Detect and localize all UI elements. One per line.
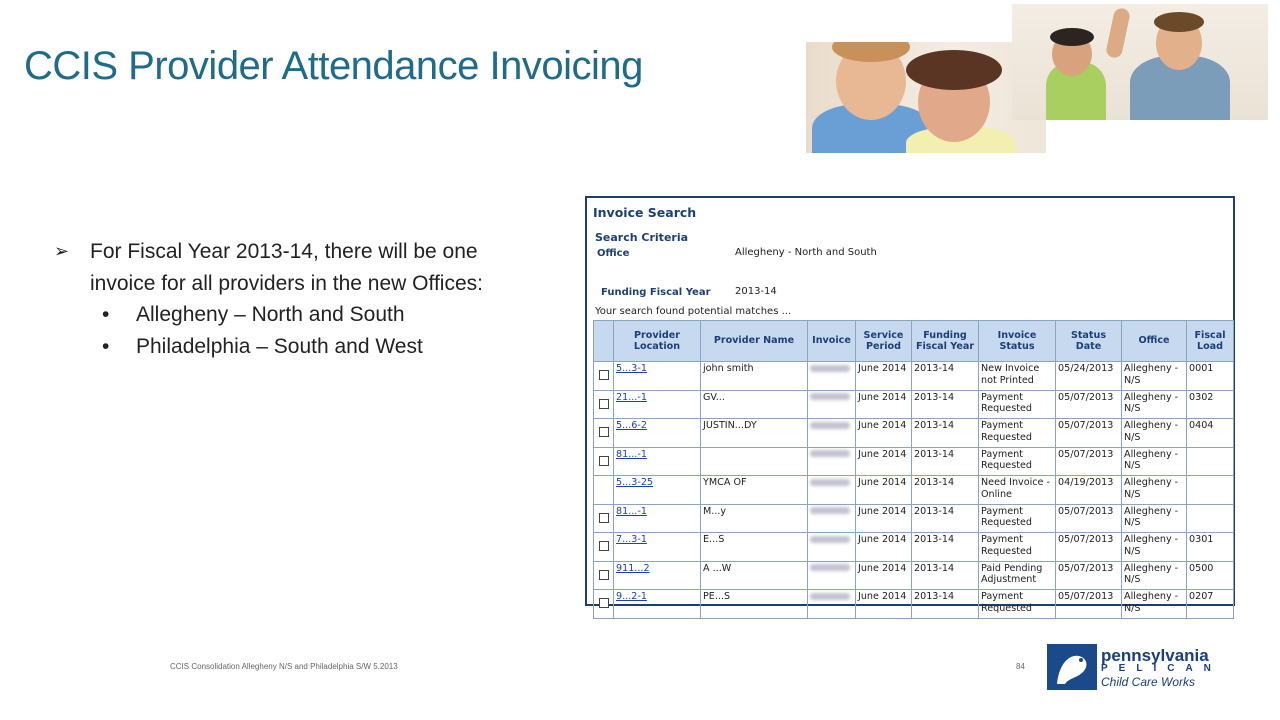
provider-location-link[interactable]: 21...-1 <box>616 391 647 403</box>
service-period-cell: June 2014 <box>856 447 912 476</box>
invoice-search-title: Invoice Search <box>593 205 697 220</box>
invoice-status-cell: Paid Pending Adjustment <box>979 561 1056 590</box>
row-checkbox-cell[interactable] <box>594 533 614 562</box>
fiscal-load-cell: 0207 <box>1187 590 1234 619</box>
office-cell: Allegheny - N/S <box>1122 419 1187 448</box>
table-row <box>594 447 1234 476</box>
column-header[interactable]: Provider Location <box>614 321 701 362</box>
service-period-cell: June 2014 <box>856 476 912 505</box>
invoice-table-body <box>594 362 1234 619</box>
provider-location-link[interactable]: 81...-1 <box>616 448 647 460</box>
fiscal-year-label: Funding Fiscal Year <box>601 287 711 298</box>
provider-name-cell: YMCA OF <box>701 476 808 505</box>
invoice-status-cell: Payment Requested <box>979 533 1056 562</box>
row-checkbox-cell[interactable] <box>594 561 614 590</box>
office-cell: Allegheny - N/S <box>1122 561 1187 590</box>
table-row <box>594 390 1234 419</box>
table-row <box>594 561 1234 590</box>
funding-fiscal-year-cell: 2013-14 <box>912 561 979 590</box>
provider-name-cell <box>701 447 808 476</box>
funding-fiscal-year-cell: 2013-14 <box>912 419 979 448</box>
provider-location-cell <box>614 561 701 590</box>
slide-title: CCIS Provider Attendance Invoicing <box>24 44 643 88</box>
service-period-cell: June 2014 <box>856 362 912 391</box>
invoice-status-cell: New Invoice not Printed <box>979 362 1056 391</box>
column-header[interactable]: Invoice <box>808 321 856 362</box>
logo-line3: Child Care Works <box>1101 675 1196 689</box>
invoice-status-cell: Payment Requested <box>979 504 1056 533</box>
office-label: Office <box>597 248 630 259</box>
invoice-status-cell: Need Invoice - Online <box>979 476 1056 505</box>
row-checkbox[interactable] <box>599 370 609 380</box>
invoice-cell <box>808 390 856 419</box>
row-checkbox-cell[interactable] <box>594 390 614 419</box>
redacted-invoice <box>810 422 850 429</box>
provider-location-link[interactable]: 911...2 <box>616 562 650 574</box>
funding-fiscal-year-cell: 2013-14 <box>912 476 979 505</box>
status-date-cell: 05/07/2013 <box>1056 419 1122 448</box>
row-checkbox[interactable] <box>599 456 609 466</box>
redacted-invoice <box>810 536 850 543</box>
sub-bullet: • Allegheny – North and South <box>102 303 405 326</box>
row-checkbox-cell[interactable] <box>594 504 614 533</box>
fiscal-load-cell <box>1187 476 1234 505</box>
status-date-cell: 05/07/2013 <box>1056 447 1122 476</box>
office-cell: Allegheny - N/S <box>1122 390 1187 419</box>
table-row <box>594 590 1234 619</box>
invoice-cell <box>808 504 856 533</box>
invoice-status-cell: Payment Requested <box>979 447 1056 476</box>
provider-location-cell <box>614 590 701 619</box>
children-photo-left <box>806 42 1046 153</box>
provider-name-cell: JUSTIN...DY <box>701 419 808 448</box>
service-period-cell: June 2014 <box>856 419 912 448</box>
table-row <box>594 504 1234 533</box>
provider-location-cell <box>614 533 701 562</box>
provider-name-cell: A ...W <box>701 561 808 590</box>
children-photo-right <box>1012 4 1268 120</box>
office-cell: Allegheny - N/S <box>1122 362 1187 391</box>
redacted-invoice <box>810 393 850 400</box>
table-row <box>594 533 1234 562</box>
status-date-cell: 05/07/2013 <box>1056 504 1122 533</box>
status-date-cell: 04/19/2013 <box>1056 476 1122 505</box>
table-row <box>594 419 1234 448</box>
funding-fiscal-year-cell: 2013-14 <box>912 390 979 419</box>
row-checkbox[interactable] <box>599 399 609 409</box>
logo-line2: PELICAN <box>1101 663 1222 674</box>
fiscal-load-cell: 0302 <box>1187 390 1234 419</box>
funding-fiscal-year-cell: 2013-14 <box>912 590 979 619</box>
column-header[interactable]: Office <box>1122 321 1187 362</box>
provider-name-cell: PE...S <box>701 590 808 619</box>
provider-location-link[interactable]: 5...3-25 <box>616 477 654 488</box>
invoice-status-cell: Payment Requested <box>979 419 1056 448</box>
row-checkbox-cell[interactable] <box>594 447 614 476</box>
office-cell: Allegheny - N/S <box>1122 590 1187 619</box>
row-checkbox-cell[interactable] <box>594 590 614 619</box>
provider-name-cell: M...y <box>701 504 808 533</box>
invoice-cell <box>808 362 856 391</box>
column-header[interactable]: Fiscal Load <box>1187 321 1234 362</box>
office-cell: Allegheny - N/S <box>1122 476 1187 505</box>
service-period-cell: June 2014 <box>856 561 912 590</box>
invoice-cell <box>808 419 856 448</box>
logo-line1: pennsylvania <box>1101 646 1209 665</box>
pa-pelican-logo <box>1047 644 1227 694</box>
status-date-cell: 05/07/2013 <box>1056 590 1122 619</box>
service-period-cell: June 2014 <box>856 533 912 562</box>
table-row <box>594 362 1234 391</box>
invoice-search-screenshot <box>585 196 1235 614</box>
office-cell: Allegheny - N/S <box>1122 533 1187 562</box>
funding-fiscal-year-cell: 2013-14 <box>912 504 979 533</box>
row-checkbox[interactable] <box>599 598 609 608</box>
invoice-status-cell: Payment Requested <box>979 590 1056 619</box>
provider-location-link[interactable]: 5...6-2 <box>616 420 647 431</box>
row-checkbox-cell[interactable] <box>594 476 614 505</box>
matches-text: Your search found potential matches ... <box>595 306 792 317</box>
arrow-bullet-icon: ➢ <box>54 241 70 261</box>
provider-name-cell: E...S <box>701 533 808 562</box>
provider-location-cell <box>614 504 701 533</box>
invoice-status-cell: Payment Requested <box>979 390 1056 419</box>
column-header[interactable]: Provider Name <box>701 321 808 362</box>
provider-location-cell <box>614 476 701 505</box>
page-number: 84 <box>1016 662 1025 671</box>
provider-location-link[interactable]: 81...-1 <box>616 505 647 517</box>
column-header[interactable]: Invoice Status <box>979 321 1056 362</box>
provider-location-link[interactable]: 9...2-1 <box>616 591 647 602</box>
status-date-cell: 05/07/2013 <box>1056 533 1122 562</box>
provider-location-cell <box>614 419 701 448</box>
office-cell: Allegheny - N/S <box>1122 504 1187 533</box>
provider-location-cell <box>614 447 701 476</box>
provider-name-cell: john smith <box>701 362 808 391</box>
invoice-cell <box>808 590 856 619</box>
provider-location-cell <box>614 362 701 391</box>
provider-location-link[interactable]: 5...3-1 <box>616 363 647 374</box>
invoice-cell <box>808 476 856 505</box>
column-header[interactable]: Service Period <box>856 321 912 362</box>
status-date-cell: 05/24/2013 <box>1056 362 1122 391</box>
status-date-cell: 05/07/2013 <box>1056 390 1122 419</box>
fiscal-load-cell: 0001 <box>1187 362 1234 391</box>
redacted-invoice <box>810 507 850 514</box>
sub-bullet: • Philadelphia – South and West <box>102 334 423 358</box>
table-row <box>594 476 1234 505</box>
search-criteria-heading: Search Criteria <box>595 231 689 244</box>
column-header[interactable]: Status Date <box>1056 321 1122 362</box>
pelican-icon <box>1047 644 1097 690</box>
service-period-cell: June 2014 <box>856 504 912 533</box>
row-checkbox-cell[interactable] <box>594 419 614 448</box>
funding-fiscal-year-cell: 2013-14 <box>912 362 979 391</box>
table-header-row <box>594 321 1234 362</box>
invoice-cell <box>808 533 856 562</box>
row-checkbox-cell[interactable] <box>594 362 614 391</box>
fiscal-load-cell: 0500 <box>1187 561 1234 590</box>
redacted-invoice <box>810 564 850 571</box>
office-value: Allegheny - North and South <box>735 247 877 258</box>
invoice-cell <box>808 561 856 590</box>
slide-footer: CCIS Consolidation Allegheny N/S and Philadelphia S/W 5.2013 <box>170 662 398 671</box>
service-period-cell: June 2014 <box>856 390 912 419</box>
main-bullet <box>54 236 534 299</box>
main-bullet-text: For Fiscal Year 2013-14, there will be one invoice for all providers in the new Offices: <box>90 240 483 295</box>
row-checkbox[interactable] <box>599 513 609 523</box>
status-date-cell: 05/07/2013 <box>1056 561 1122 590</box>
row-checkbox[interactable] <box>599 570 609 580</box>
fiscal-load-cell <box>1187 504 1234 533</box>
redacted-invoice <box>810 479 850 486</box>
sub-bullet-list <box>54 299 534 362</box>
invoice-table <box>593 320 1234 619</box>
column-header[interactable]: Funding Fiscal Year <box>912 321 979 362</box>
redacted-invoice <box>810 365 850 372</box>
fiscal-load-cell: 0301 <box>1187 533 1234 562</box>
row-checkbox[interactable] <box>599 427 609 437</box>
provider-name-cell: GV... <box>701 390 808 419</box>
office-cell: Allegheny - N/S <box>1122 447 1187 476</box>
provider-location-link[interactable]: 7...3-1 <box>616 534 647 545</box>
invoice-cell <box>808 447 856 476</box>
provider-location-cell <box>614 390 701 419</box>
row-checkbox[interactable] <box>599 541 609 551</box>
fiscal-load-cell <box>1187 447 1234 476</box>
fiscal-year-value: 2013-14 <box>735 286 777 297</box>
fiscal-load-cell: 0404 <box>1187 419 1234 448</box>
funding-fiscal-year-cell: 2013-14 <box>912 447 979 476</box>
service-period-cell: June 2014 <box>856 590 912 619</box>
redacted-invoice <box>810 450 850 457</box>
funding-fiscal-year-cell: 2013-14 <box>912 533 979 562</box>
bullet-list <box>54 236 534 362</box>
redacted-invoice <box>810 593 850 600</box>
column-header <box>594 321 614 362</box>
